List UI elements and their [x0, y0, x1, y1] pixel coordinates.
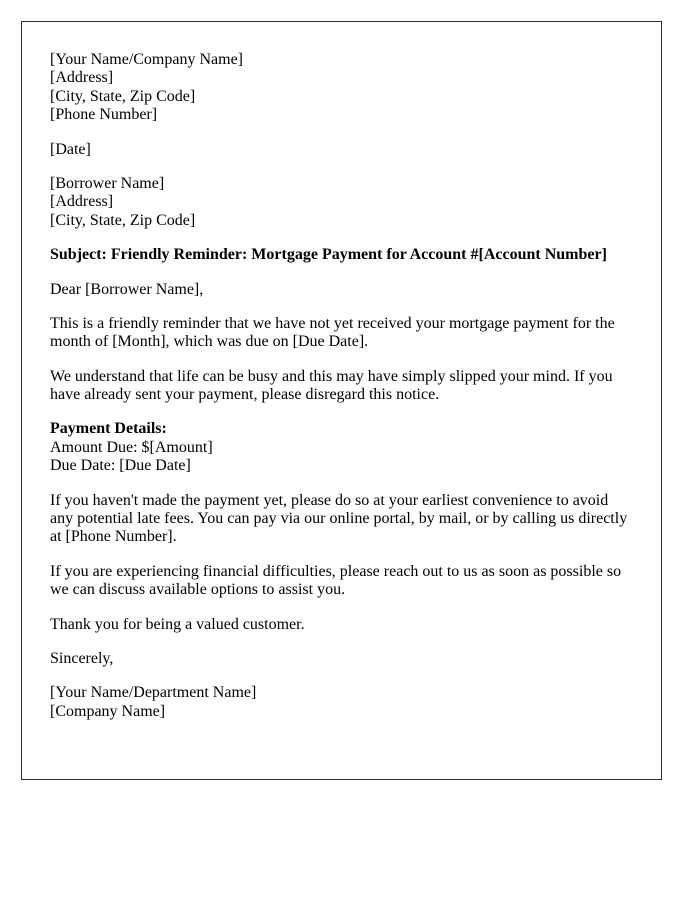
sender-address: [Address] — [50, 69, 114, 87]
recipient-city-state-zip: [City, State, Zip Code] — [50, 211, 196, 229]
payment-details-block — [50, 420, 631, 475]
recipient-address: [Address] — [50, 193, 114, 211]
salutation: Dear [Borrower Name], — [50, 280, 204, 298]
paragraph-financial-difficulties: If you are experiencing financial difficulties, please reach out to us as soon as possible so we can discuss available options to assist you. — [50, 562, 622, 599]
signature-block — [50, 684, 631, 721]
sender-phone: [Phone Number] — [50, 106, 158, 124]
sender-city-state-zip: [City, State, Zip Code] — [50, 87, 196, 105]
subject-line: Subject: Friendly Reminder: Mortgage Payment for Account #[Account Number] — [50, 246, 607, 264]
paragraph-reminder: This is a friendly reminder that we have not yet received your mortgage payment for the month of [Month], which was due on [Due Date]. — [50, 314, 615, 351]
payment-details-heading: Payment Details: — [50, 420, 167, 438]
recipient-block — [50, 175, 631, 230]
date-line: [Date] — [50, 140, 91, 158]
amount-due-line: Amount Due: $[Amount] — [50, 438, 213, 456]
paragraph-understanding: We understand that life can be busy and this may have simply slipped your mind. If you have already sent your payment, please disregard this notice. — [50, 367, 613, 404]
sender-block — [50, 51, 631, 125]
recipient-name: [Borrower Name] — [50, 174, 165, 192]
paragraph-payment-options: If you haven't made the payment yet, please do so at your earliest convenience to avoid any potential late fees. You can pay via our online portal, by mail, or by calling us directly at [Phone Number]. — [50, 491, 628, 546]
sender-name: [Your Name/Company Name] — [50, 51, 244, 68]
signature-company: [Company Name] — [50, 702, 166, 720]
sign-off: Sincerely, — [50, 649, 114, 667]
signature-name: [Your Name/Department Name] — [50, 684, 257, 702]
letter-document — [21, 21, 662, 780]
paragraph-thank-you: Thank you for being a valued customer. — [50, 615, 305, 633]
due-date-line: Due Date: [Due Date] — [50, 457, 191, 475]
